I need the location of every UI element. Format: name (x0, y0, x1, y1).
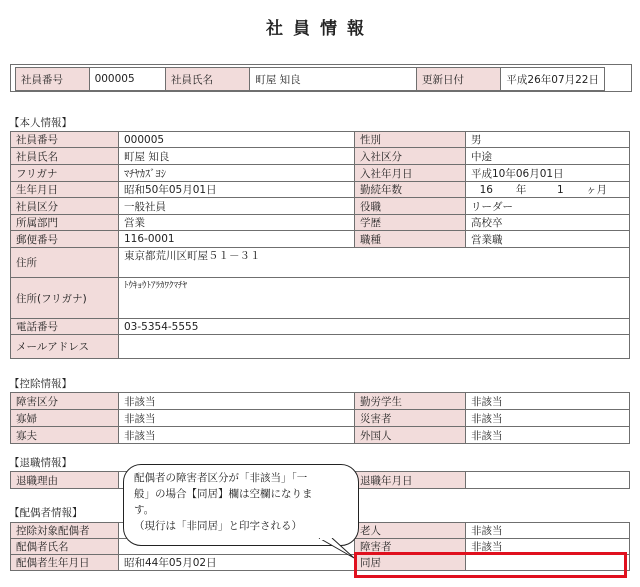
address-label: 住所 (11, 248, 119, 278)
updated-label: 更新日付 (417, 68, 501, 91)
table-row (11, 410, 630, 427)
education-label: 学歴 (355, 215, 466, 231)
callout-line-3: す。 (134, 504, 155, 516)
table-row (11, 215, 630, 231)
education-value: 高校卒 (466, 215, 630, 231)
emp-no-label: 社員番号 (16, 68, 90, 91)
callout-line-4: （現行は「非同居」と印字される） (134, 520, 302, 532)
working-student-label: 勤労学生 (355, 393, 466, 410)
tenure-years: 16 (479, 184, 493, 196)
spouse-disability-value: 非該当 (466, 539, 630, 555)
elderly-value: 非該当 (466, 523, 630, 539)
disability-label: 障害区分 (11, 393, 119, 410)
position-label: 役職 (355, 198, 466, 215)
emp-name-label: 社員氏名 (166, 68, 250, 91)
cohabitation-label: 同居 (355, 555, 466, 571)
furigana-label: フリガナ (11, 165, 119, 182)
retirement-reason-label: 退職理由 (11, 472, 119, 489)
table-row (11, 148, 630, 165)
disaster-label: 災害者 (355, 410, 466, 427)
widower-value: 非該当 (119, 427, 355, 444)
deduction-section-title: 【控除情報】 (9, 378, 72, 390)
table-row (11, 165, 630, 182)
personal-table (10, 131, 630, 359)
retirement-section-title: 【退職情報】 (9, 457, 72, 469)
table-row (11, 427, 630, 444)
updated-value: 平成26年07月22日 (501, 68, 605, 91)
table-row (11, 393, 630, 410)
birthdate-value: 昭和50年05月01日 (119, 182, 355, 198)
highlight-box (354, 552, 627, 578)
page-title: 社員情報 (266, 19, 374, 39)
disaster-value: 非該当 (466, 410, 630, 427)
job-type-label: 職種 (355, 231, 466, 248)
table-row (11, 182, 630, 198)
table-row (11, 198, 630, 215)
deduction-table (10, 392, 630, 444)
emp-name-value: 町屋 知良 (119, 148, 355, 165)
callout-line-2: 般」の場合【同居】欄は空欄になりま (134, 488, 313, 500)
email-value (119, 335, 630, 359)
table-row (11, 319, 630, 335)
gender-label: 性別 (355, 132, 466, 148)
furigana-value: ﾏﾁﾔｶｽﾞﾖｼ (119, 165, 355, 182)
dependent-spouse-label: 控除対象配偶者 (11, 523, 119, 539)
spouse-birthdate-label: 配偶者生年月日 (11, 555, 119, 571)
gender-value: 男 (466, 132, 630, 148)
emp-no-value: 000005 (89, 68, 165, 91)
disability-value: 非該当 (119, 393, 355, 410)
job-type-value: 営業職 (466, 231, 630, 248)
emp-type-value: 一般社員 (119, 198, 355, 215)
elderly-label: 老人 (355, 523, 466, 539)
spouse-section-title: 【配偶者情報】 (9, 507, 83, 519)
hire-date-label: 入社年月日 (355, 165, 466, 182)
emp-name-label: 社員氏名 (11, 148, 119, 165)
address-value: 東京都荒川区町屋５１－３１ (119, 248, 630, 278)
spouse-disability-label: 障害者 (355, 539, 466, 555)
callout-line-1: 配偶者の障害者区分が「非該当」「一 (134, 472, 308, 484)
widow-label: 寡婦 (11, 410, 119, 427)
postal-code-value: 116-0001 (119, 231, 355, 248)
phone-value: 03-5354-5555 (119, 319, 630, 335)
email-label: メールアドレス (11, 335, 119, 359)
postal-code-label: 郵便番号 (11, 231, 119, 248)
spouse-birthdate-value: 昭和44年05月02日 (119, 555, 355, 571)
widow-value: 非該当 (119, 410, 355, 427)
tenure-month-unit: ヶ月 (586, 184, 608, 196)
table-row (11, 335, 630, 359)
hire-date-value: 平成10年06月01日 (466, 165, 630, 182)
birthdate-label: 生年月日 (11, 182, 119, 198)
emp-name-value: 町屋 知良 (250, 68, 417, 91)
position-value: リーダー (466, 198, 630, 215)
callout-bubble (123, 464, 359, 546)
table-row (11, 278, 630, 319)
retirement-date-value (466, 472, 630, 489)
callout-tail-icon (318, 538, 358, 560)
tenure-months: 1 (557, 184, 564, 196)
table-row (11, 132, 630, 148)
header-table (15, 67, 605, 91)
address-kana-value: ﾄｳｷｮｳﾄｱﾗｶﾜｸﾏﾁﾔ (119, 278, 630, 319)
emp-no-label: 社員番号 (11, 132, 119, 148)
personal-section-title: 【本人情報】 (9, 117, 72, 129)
foreigner-label: 外国人 (355, 427, 466, 444)
phone-label: 電話番号 (11, 319, 119, 335)
emp-type-label: 社員区分 (11, 198, 119, 215)
emp-no-value: 000005 (119, 132, 355, 148)
tenure-label: 勤続年数 (355, 182, 466, 198)
table-row (11, 248, 630, 278)
retirement-date-label: 退職年月日 (355, 472, 466, 489)
widower-label: 寡夫 (11, 427, 119, 444)
department-value: 営業 (119, 215, 355, 231)
working-student-value: 非該当 (466, 393, 630, 410)
spouse-name-label: 配偶者氏名 (11, 539, 119, 555)
tenure-value (466, 182, 630, 198)
address-kana-label: 住所(フリガナ) (11, 278, 119, 319)
foreigner-value: 非該当 (466, 427, 630, 444)
hire-type-label: 入社区分 (355, 148, 466, 165)
tenure-year-unit: 年 (515, 184, 527, 196)
department-label: 所属部門 (11, 215, 119, 231)
header-summary (10, 64, 632, 92)
table-row (11, 231, 630, 248)
hire-type-value: 中途 (466, 148, 630, 165)
